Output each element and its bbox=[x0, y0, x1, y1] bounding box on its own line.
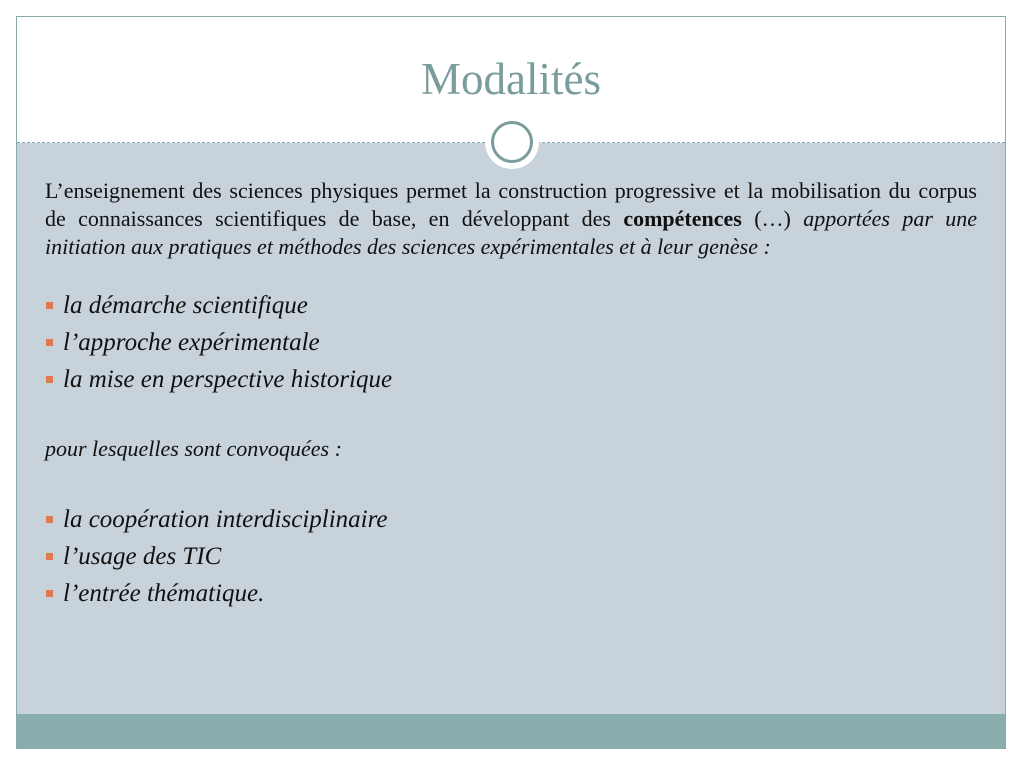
square-bullet-icon bbox=[46, 516, 53, 523]
square-bullet-icon bbox=[46, 590, 53, 597]
intro-paragraph bbox=[45, 177, 977, 261]
list-item-label: l’usage des TIC bbox=[63, 543, 222, 570]
intro-italic-text: apportées par une initiation aux pratiques et méthodes des sciences expérimentales et à leur genèse : bbox=[45, 206, 978, 259]
square-bullet-icon bbox=[46, 302, 53, 309]
list-item bbox=[45, 501, 977, 538]
list-item-label: l’approche expérimentale bbox=[63, 329, 320, 356]
intro-bold-term: compétences bbox=[623, 206, 742, 231]
footer-band bbox=[17, 714, 1005, 748]
body-text bbox=[45, 177, 977, 612]
intro-ellipsis: (…) bbox=[741, 206, 804, 231]
list-item bbox=[45, 324, 977, 361]
means-list bbox=[45, 501, 977, 612]
square-bullet-icon bbox=[46, 553, 53, 560]
circle-ornament-inner bbox=[491, 121, 533, 163]
slide-title: Modalités bbox=[421, 54, 601, 104]
transition-text: pour lesquelles sont convoquées : bbox=[45, 436, 342, 461]
list-item-label: l’entrée thématique. bbox=[63, 580, 265, 607]
circle-ornament-icon bbox=[485, 115, 539, 169]
list-item bbox=[45, 538, 977, 575]
intro-text: L’enseignement des sciences physiques permet la construction progressive et la mobilisation du corpus de connaissances scientifiques de base, en développant des bbox=[45, 178, 977, 231]
approaches-list bbox=[45, 287, 977, 398]
list-item-label: la mise en perspective historique bbox=[63, 366, 393, 393]
list-item-label: la démarche scientifique bbox=[63, 292, 308, 319]
list-item bbox=[45, 287, 977, 324]
list-item-label: la coopération interdisciplinaire bbox=[63, 506, 388, 533]
square-bullet-icon bbox=[46, 339, 53, 346]
square-bullet-icon bbox=[46, 376, 53, 383]
slide bbox=[16, 16, 1006, 749]
list-item bbox=[45, 575, 977, 612]
list-item bbox=[45, 361, 977, 398]
